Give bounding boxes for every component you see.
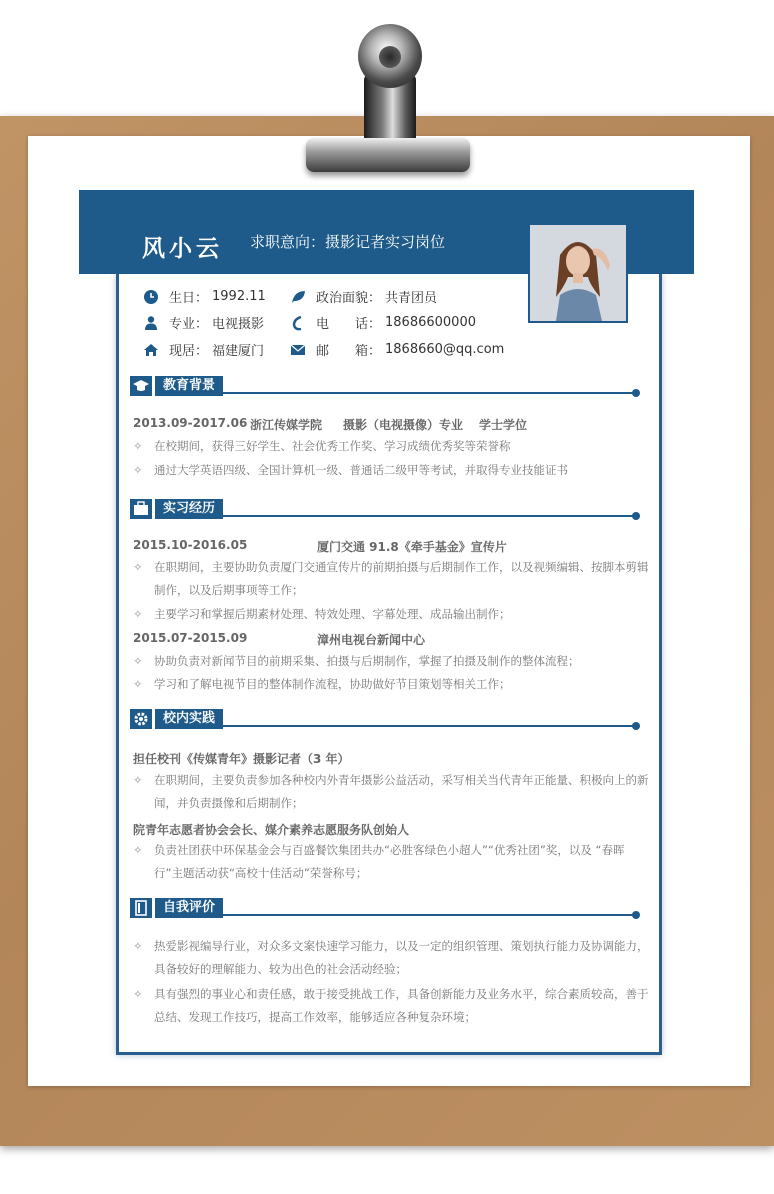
section-title: 教育背景 xyxy=(155,376,223,396)
list-item: ✧ 热爱影视编导行业，对众多文案快速学习能力，以及一定的组织管理、策划执行能力及协调能力，具备较好的理解能力、较为出色的社会活动经验； xyxy=(133,939,649,976)
job-period: 2015.07-2015.09 xyxy=(133,631,248,645)
edu-period: 2013.09-2017.06 xyxy=(133,416,248,430)
info-major: 专业： 电视摄影 xyxy=(143,313,264,332)
section-self-header xyxy=(130,898,640,918)
section-education-header xyxy=(130,376,640,396)
edu-school: 浙江传媒学院 xyxy=(250,418,323,432)
list-item: ✧ 主要学习和掌握后期素材处理、特效处理、字幕处理、成品输出制作； xyxy=(133,607,511,621)
section-title: 校内实践 xyxy=(155,709,223,729)
edu-degree: 学士学位 xyxy=(479,418,528,432)
list-item: ✧ 协助负责对新闻节目的前期采集、拍摄与后期制作，掌握了拍摄及制作的整体流程； xyxy=(133,654,580,668)
graduation-cap-icon xyxy=(130,376,152,396)
binder-clip xyxy=(296,24,480,174)
home-icon xyxy=(143,342,159,358)
leaf-icon xyxy=(290,289,306,305)
job-org: 漳州电视台新闻中心 xyxy=(317,633,426,647)
gear-icon xyxy=(130,709,152,729)
info-residence: 现居： 福建厦门 xyxy=(143,340,264,359)
section-campus-header xyxy=(130,709,640,729)
list-item: ✧ 具有强烈的事业心和责任感，敢于接受挑战工作，具备创新能力及业务水平，综合素质较高，善于总结、发现工作技巧，提高工作效率，能够适应各种复杂环境； xyxy=(133,987,649,1024)
list-item: ✧ 学习和了解电视节目的整体制作流程，协助做好节目策划等相关工作； xyxy=(133,677,511,691)
section-title: 实习经历 xyxy=(155,499,223,519)
list-item: ✧ 通过大学英语四级、全国计算机一级、普通话二级甲等考试，并取得专业技能证书 xyxy=(133,463,568,477)
campus-role: 院青年志愿者协会会长、媒介素养志愿服务队创始人 xyxy=(133,823,410,837)
info-political: 政治面貌： 共青团员 xyxy=(290,287,437,306)
campus-role: 担任校刊《传媒青年》摄影记者（3 年） xyxy=(133,752,350,766)
job-period: 2015.10-2016.05 xyxy=(133,538,248,552)
info-email: 邮 箱： 1868660@qq.com xyxy=(290,340,504,359)
briefcase-icon xyxy=(130,499,152,519)
profile-photo xyxy=(528,223,628,323)
list-item: ✧ 在职期间，主要负责参加各种校内外青年摄影公益活动，采写相关当代青年正能量、积极向上的新闻，并负责摄像和后期制作； xyxy=(133,773,649,810)
job-objective: 求职意向：摄影记者实习岗位 xyxy=(250,233,446,251)
section-internship-header xyxy=(130,499,640,519)
info-phone: 电 话： 18686600000 xyxy=(290,313,476,332)
calendar-icon xyxy=(143,289,159,305)
mail-icon xyxy=(290,342,306,358)
list-item: ✧ 在校期间，获得三好学生、社会优秀工作奖、学习成绩优秀奖等荣誉称 xyxy=(133,439,511,453)
user-icon xyxy=(143,315,159,331)
list-item: ✧ 负责社团获中环保基金会与百盛餐饮集团共办“必胜客绿色小超人”“优秀社团”奖，以及 “春晖行”主题活动获“高校十佳活动”荣誉称号； xyxy=(133,843,625,880)
phone-icon xyxy=(290,315,306,331)
info-birthday: 生日： 1992.11 xyxy=(143,287,266,306)
job-org: 厦门交通 91.8《牵手基金》宣传片 xyxy=(317,540,507,554)
book-icon xyxy=(130,898,152,918)
edu-major: 摄影（电视摄像）专业 xyxy=(343,418,464,432)
list-item: ✧ 在职期间，主要协助负责厦门交通宣传片的前期拍摄与后期制作工作，以及视频编辑、按脚本剪辑制作，以及后期事项等工作； xyxy=(133,560,649,597)
candidate-name: 风小云 xyxy=(142,236,223,262)
section-title: 自我评价 xyxy=(155,898,223,918)
